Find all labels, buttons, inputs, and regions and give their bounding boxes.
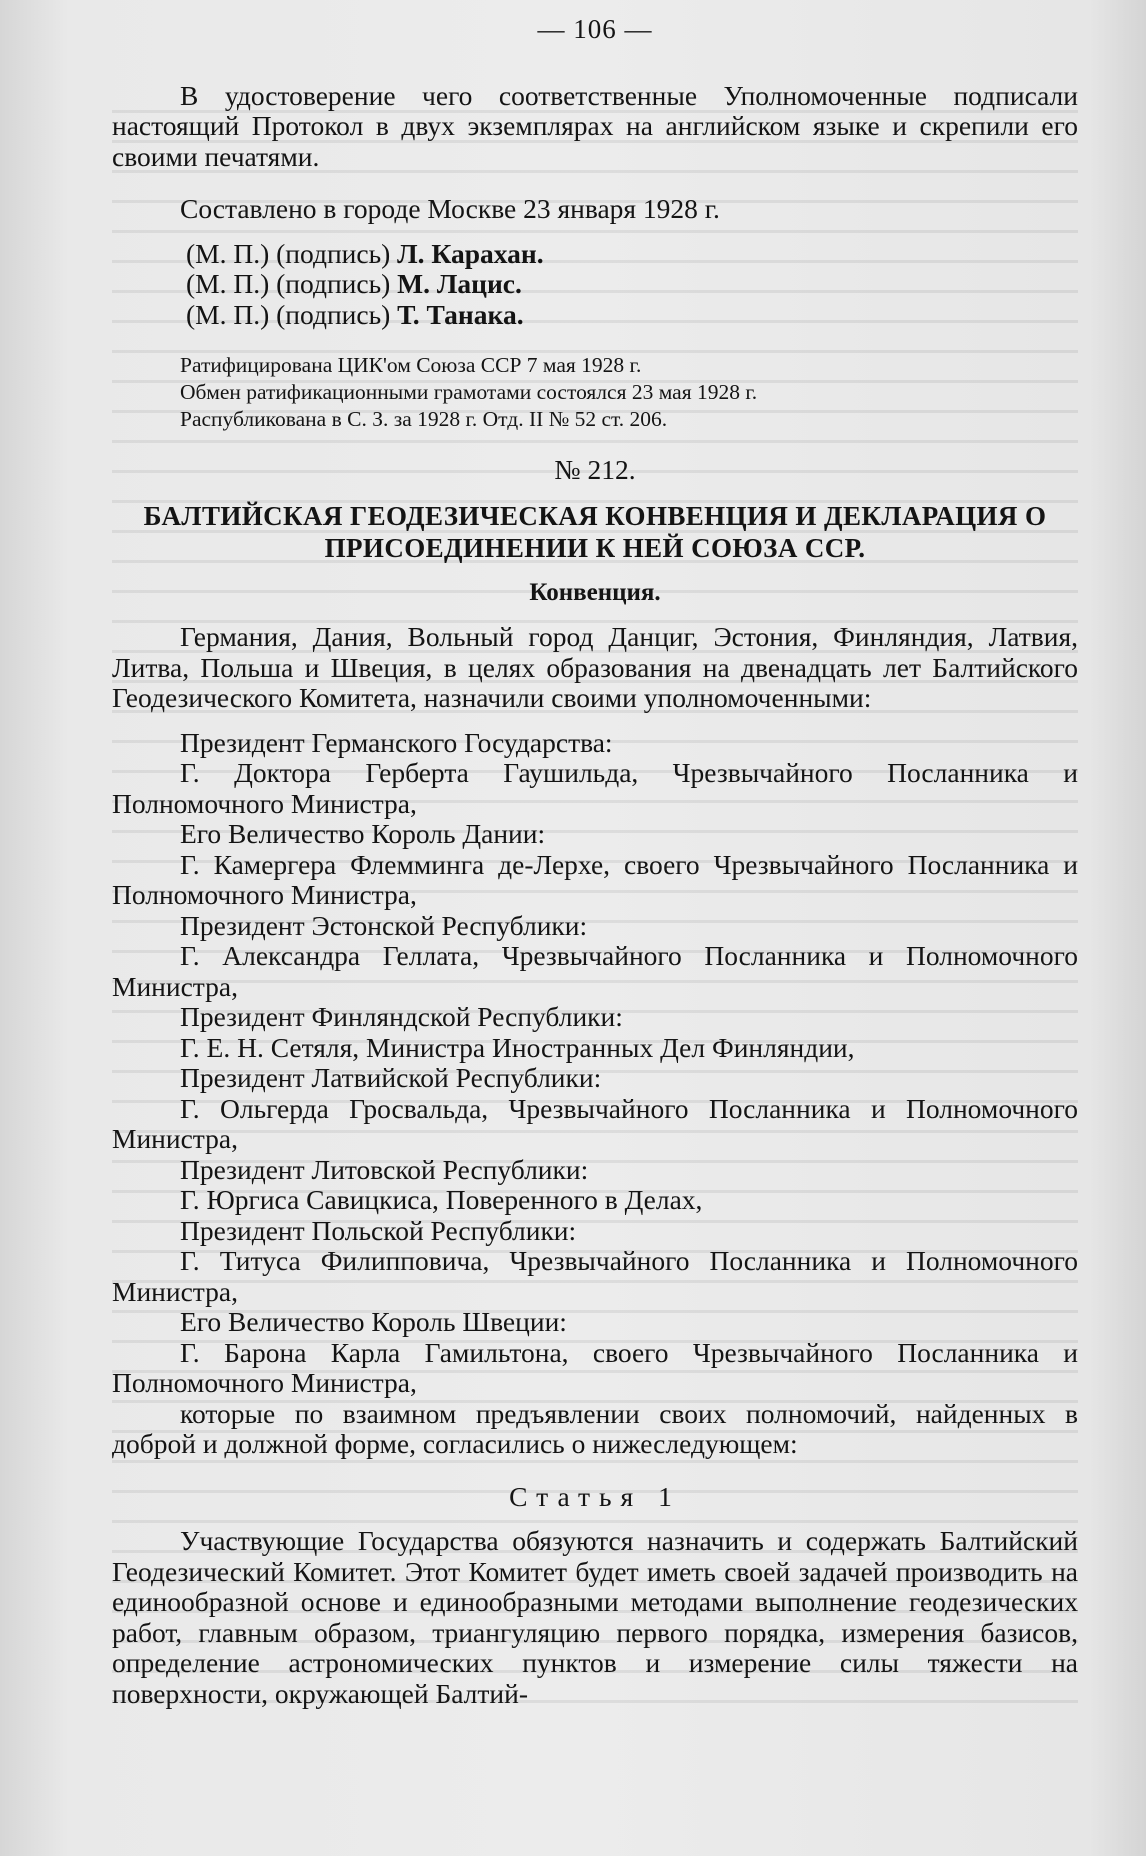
document-title-line: ПРИСОЕДИНЕНИИ К НЕЙ СОЮЗА ССР.: [324, 532, 866, 563]
plenipotentiary-entry: [112, 728, 1078, 820]
document-number: № 212.: [554, 454, 636, 485]
head-of-state: Президент Эстонской Республики:: [180, 909, 588, 941]
plenipotentiary-name: Г. Ольгерда Гросвальда, Чрезвычайного Посланника и Полномочного Министра,: [112, 1092, 1078, 1154]
signature-prefix: (М. П.) (подпись): [186, 268, 391, 299]
signature-line: [112, 300, 1078, 331]
plenipotentiary-entry: [112, 1063, 1078, 1155]
plenipotentiary-entry: [112, 1216, 1078, 1308]
head-of-state: Президент Германского Государства:: [180, 726, 613, 758]
head-of-state: Президент Финляндской Республики:: [180, 1001, 623, 1032]
document-title-line: БАЛТИЙСКАЯ ГЕОДЕЗИЧЕСКАЯ КОНВЕНЦИЯ И ДЕКЛАРАЦИЯ О: [143, 500, 1047, 531]
ratification-notes: [112, 352, 1078, 433]
plenipotentiary-name: Г. Титуса Филипповича, Чрезвычайного Посланника и Полномочного Министра,: [112, 1245, 1078, 1307]
plenipotentiary-name: Г. Юргиса Савицкиса, Поверенного в Делах,: [180, 1184, 703, 1215]
plenipotentiary-entry: [112, 911, 1078, 1003]
plenipotentiary-name: Г. Доктора Герберта Гаушильда, Чрезвычайного Посланника и Полномочного Министра,: [112, 757, 1078, 819]
signature-prefix: (М. П.) (подпись): [186, 237, 391, 269]
article-heading: Статья 1: [509, 1480, 681, 1512]
plenipotentiaries-list: [112, 728, 1078, 1399]
signatory-name: Л. Карахан.: [397, 237, 544, 269]
document-title: [112, 500, 1078, 564]
ratification-note: Обмен ратификационными грамотами состоялся 23 мая 1928 г.: [180, 380, 758, 404]
plenipotentiary-entry: [112, 1155, 1078, 1216]
signature-line: [112, 239, 1078, 270]
ratification-note: Распубликована в С. З. за 1928 г. Отд. II № 52 ст. 206.: [180, 407, 668, 431]
signature-prefix: (М. П.) (подпись): [186, 298, 391, 330]
plenipotentiary-entry: [112, 1002, 1078, 1063]
head-of-state: Его Величество Король Дании:: [180, 818, 546, 849]
article-text: Участвующие Государства обязуются назначить и содержать Балтийский Геодезический Комитет. Этот Комитет будет иметь своей задачей производить на единообразной основе и единообразными методами выполнение геодезических работ, главным образом, триангуляцию первого порядка, измерения базисов, определение астрономических пунктов и измерение силы тяжести на поверхности, окружающей Балтий-: [112, 1525, 1078, 1709]
head-of-state: Президент Литовской Республики:: [180, 1153, 589, 1185]
signatory-name: М. Лацис.: [397, 268, 522, 299]
signatory-name: Т. Танака.: [397, 298, 524, 330]
plenipotentiary-entry: [112, 819, 1078, 911]
head-of-state: Президент Польской Республики:: [180, 1214, 577, 1246]
signature-block: [112, 239, 1078, 331]
plenipotentiary-name: Г. Барона Карла Гамильтона, своего Чрезвычайного Посланника и Полномочного Министра,: [112, 1336, 1078, 1398]
ratification-note: Ратифицирована ЦИК'ом Союза ССР 7 мая 1928 г.: [180, 353, 642, 377]
plenipotentiary-name: Г. Александра Геллата, Чрезвычайного Посланника и Полномочного Министра,: [112, 940, 1078, 1002]
head-of-state: Его Величество Король Швеции:: [180, 1306, 567, 1337]
head-of-state: Президент Латвийской Республики:: [180, 1062, 602, 1093]
preamble-paragraph: Германия, Дания, Вольный город Данциг, Эстония, Финляндия, Латвия, Литва, Польша и Швеция, в целях образования на двенадцать лет Балтийского Геодезического Комитета, назначили своими уполномоченными:: [112, 621, 1078, 713]
witness-clause: В удостоверение чего соответственные Уполномоченные подписали настоящий Протокол в двух экземплярах на английском языке и скрепили его своими печатями.: [112, 79, 1078, 172]
plenipotentiary-name: Г. Е. Н. Сетяля, Министра Иностранных Дел Финляндии,: [180, 1031, 855, 1063]
agreement-clause: которые по взаимном предъявлении своих полномочий, найденных в доброй и должной форме, согласились о нижеследующем:: [112, 1397, 1078, 1459]
signature-line: [112, 269, 1078, 300]
plenipotentiary-entry: [112, 1307, 1078, 1399]
document-subtitle: Конвенция.: [529, 578, 661, 606]
page-content: [112, 14, 1078, 1709]
page-number: — 106 —: [537, 14, 653, 44]
plenipotentiary-name: Г. Камергера Флемминга де-Лерхе, своего Чрезвычайного Посланника и Полномочного Министра,: [112, 848, 1078, 910]
place-date: Составлено в городе Москве 23 января 1928 г.: [180, 193, 720, 224]
